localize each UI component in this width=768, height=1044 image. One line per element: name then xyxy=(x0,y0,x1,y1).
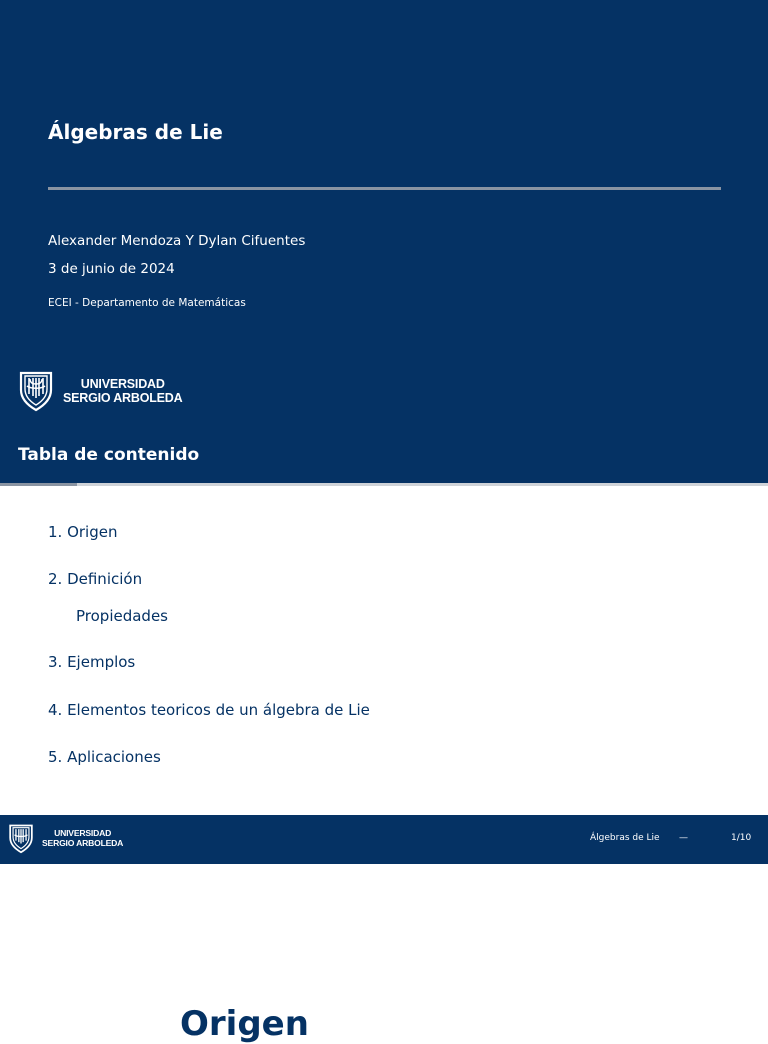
toc-item-aplicaciones[interactable]: 5. Aplicaciones xyxy=(48,748,161,766)
footer-logo-text xyxy=(42,829,123,848)
footer-separator: — xyxy=(679,833,688,843)
title-divider xyxy=(48,187,721,190)
university-logo xyxy=(18,370,182,412)
toc-item-ejemplos[interactable]: 3. Ejemplos xyxy=(48,653,136,671)
university-crest-icon xyxy=(18,370,54,412)
progress-fill xyxy=(0,483,77,486)
next-slide-heading: Origen xyxy=(180,1004,309,1044)
author-line: Alexander Mendoza Y Dylan Cifuentes xyxy=(48,233,306,249)
date-line: 3 de junio de 2024 xyxy=(48,261,175,277)
logo-line-2: SERGIO ARBOLEDA xyxy=(63,391,183,405)
institute-line: ECEI - Departamento de Matemáticas xyxy=(48,297,246,309)
frame-title: Tabla de contenido xyxy=(18,445,200,465)
toc-subitem-propiedades[interactable]: Propiedades xyxy=(76,607,168,625)
footer-page-number: 1/10 xyxy=(731,833,752,843)
toc-item-definicion[interactable]: 2. Definición xyxy=(48,570,143,588)
progress-track xyxy=(0,483,768,486)
footer-short-title: Álgebras de Lie xyxy=(590,833,660,843)
university-crest-icon xyxy=(8,823,34,854)
logo-line-1: UNIVERSIDAD xyxy=(80,377,165,391)
toc-item-elementos-teoricos[interactable]: 4. Elementos teoricos de un álgebra de Lie xyxy=(48,701,370,719)
footer-logo-line-1: UNIVERSIDAD xyxy=(54,828,112,838)
footer-logo xyxy=(8,823,123,854)
toc-item-origen[interactable]: 1. Origen xyxy=(48,523,118,541)
presentation-title: Álgebras de Lie xyxy=(48,120,223,144)
footer-logo-line-2: SERGIO ARBOLEDA xyxy=(42,837,124,848)
university-logo-text xyxy=(63,377,182,405)
title-slide xyxy=(0,0,768,434)
